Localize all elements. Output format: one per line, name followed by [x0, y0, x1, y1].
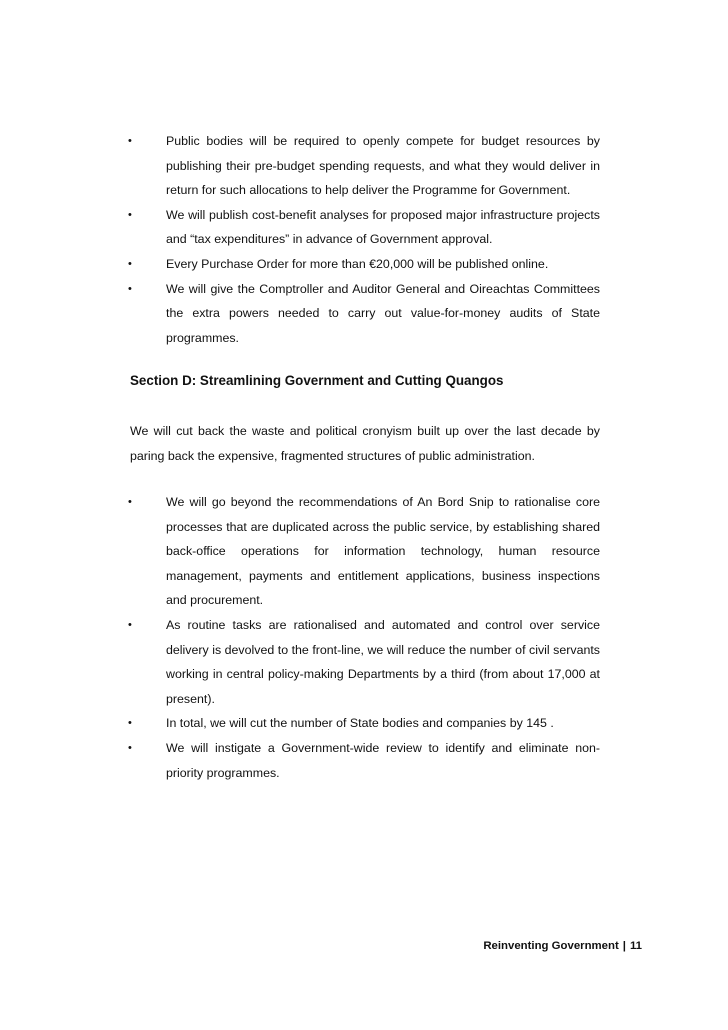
bullet-icon: •: [128, 282, 132, 295]
list-item: [130, 252, 600, 277]
list-item: [130, 711, 600, 736]
list-item: [130, 490, 600, 613]
footer-separator: |: [622, 940, 626, 952]
bullet-text: We will publish cost-benefit analyses for proposed major infrastructure projects and “tax expenditures” in advance of Government approval.: [166, 207, 600, 247]
bullet-text: Public bodies will be required to openly compete for budget resources by publishing their pre-budget spending requests, and what they would deliver in return for such allocations to help deliver the Programme for Government.: [166, 134, 600, 198]
list-item: [130, 613, 600, 711]
bullet-list-bottom: [130, 490, 600, 785]
bullet-text: Every Purchase Order for more than €20,000 will be published online.: [166, 256, 549, 271]
bullet-icon: •: [128, 741, 132, 754]
list-item: [130, 736, 600, 785]
bullet-icon: •: [128, 135, 132, 147]
bullet-icon: •: [128, 208, 132, 221]
bullet-text: We will give the Comptroller and Auditor General and Oireachtas Committees the extra powers needed to carry out value-for-money audits of State programmes.: [166, 281, 600, 345]
bullet-text: As routine tasks are rationalised and automated and control over service delivery is devolved to the front-line, we will reduce the number of civil servants working in central policy-making Departments by a third (from about 17,000 at present).: [166, 617, 600, 706]
bullet-list-top: [130, 129, 600, 350]
bullet-icon: •: [128, 257, 132, 270]
bullet-text: We will go beyond the recommendations of An Bord Snip to rationalise core processes that are duplicated across the public service, by establishing shared back-office operations for information technology, human resource management, payments and entitlement applications, business inspections and procurement.: [166, 495, 600, 608]
bullet-text: We will instigate a Government-wide review to identify and eliminate non-priority programmes.: [166, 740, 600, 780]
bullet-icon: •: [128, 618, 132, 631]
bullet-icon: •: [128, 496, 132, 508]
footer-title: Reinventing Government: [483, 940, 619, 952]
list-item: [130, 203, 600, 252]
section-intro-paragraph: We will cut back the waste and political cronyism built up over the last decade by paring back the expensive, fragmented structures of public administration.: [130, 424, 600, 463]
bullet-icon: •: [128, 717, 132, 730]
section-heading: Section D: Streamlining Government and Cutting Quangos: [130, 373, 504, 388]
page-number: 11: [629, 940, 642, 952]
list-item: [130, 277, 600, 351]
page-footer: [483, 937, 642, 955]
list-item: [130, 129, 600, 203]
bullet-text: In total, we will cut the number of State bodies and companies by 145 .: [166, 716, 554, 731]
